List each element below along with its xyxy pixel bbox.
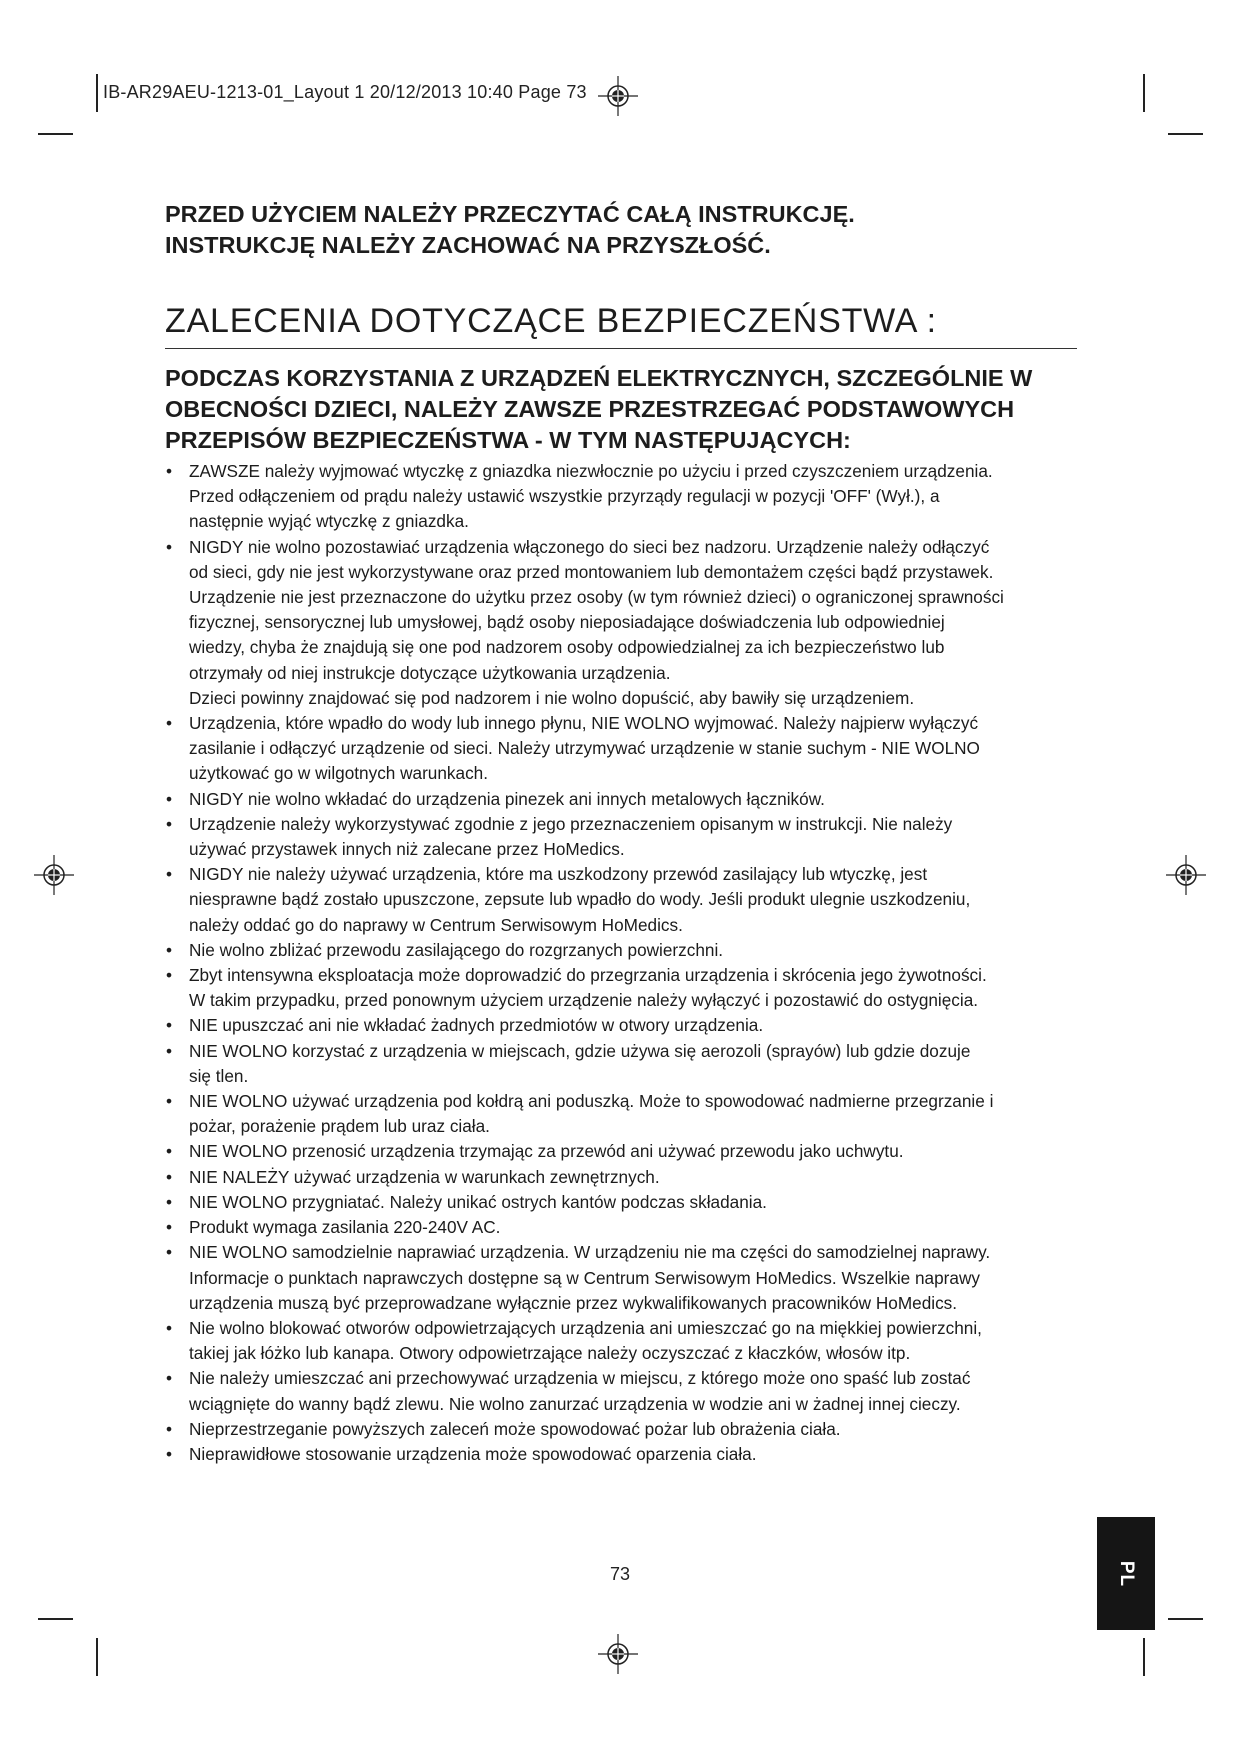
item-line: Urządzenie nie jest przeznaczone do użytku przez osoby (w tym również dzieci) o ograniczonej sprawności xyxy=(189,587,1004,608)
item-line: należy oddać go do naprawy w Centrum Serwisowym HoMedics. xyxy=(189,914,683,935)
item-line: otrzymały od niej instrukcje dotyczące użytkowania urządzenia. xyxy=(189,662,671,683)
item-line: od sieci, gdy nie jest wykorzystywane oraz przed montowaniem lub demontażem części bądź przystawek. xyxy=(189,561,994,582)
crop-mark xyxy=(1168,133,1203,135)
language-tab xyxy=(1097,1517,1155,1630)
item-line: • Nie należy umieszczać ani przechowywać urządzenia w miejscu, z którego może ono spaść lub zostać xyxy=(189,1368,971,1389)
item-line: Informacje o punktach naprawczych dostępne są w Centrum Serwisowym HoMedics. Wszelkie naprawy xyxy=(189,1267,980,1288)
list-item xyxy=(165,459,1115,535)
intro-heading xyxy=(165,199,1065,261)
item-line: • NIE WOLNO używać urządzenia pod kołdrą ani poduszką. Może to spowodować nadmierne przegrzanie i xyxy=(189,1091,994,1112)
list-item xyxy=(165,1190,1115,1215)
list-item xyxy=(165,1316,1115,1366)
crop-mark xyxy=(96,1638,98,1676)
item-line: • NIGDY nie wolno wkładać do urządzenia pinezek ani innych metalowych łączników. xyxy=(189,788,825,809)
list-item xyxy=(165,1039,1115,1089)
safety-list xyxy=(165,459,1115,1467)
crop-mark xyxy=(96,74,98,112)
item-line: • NIE WOLNO korzystać z urządzenia w miejscach, gdzie używa się aerozoli (sprayów) lub gdzie dozuje xyxy=(189,1040,971,1061)
list-item xyxy=(165,938,1115,963)
list-item xyxy=(165,1089,1115,1139)
registration-mark-icon xyxy=(598,76,638,116)
subheading-line: PRZEPISÓW BEZPIECZEŃSTWA - W TYM NASTĘPUJĄCYCH: xyxy=(165,427,851,453)
crop-mark xyxy=(1143,1638,1145,1676)
item-line: • ZAWSZE należy wyjmować wtyczkę z gniazdka niezwłocznie po użyciu i przed czyszczeniem urządzenia. xyxy=(189,461,993,481)
item-line: • NIGDY nie należy używać urządzenia, które ma uszkodzony przewód zasilający lub wtyczkę, jest xyxy=(189,864,928,885)
item-line: zasilanie i odłączyć urządzenie od sieci. Należy utrzymywać urządzenie w stanie suchym - NIE WOLNO xyxy=(189,738,980,759)
item-line: urządzenia muszą być przeprowadzane wyłącznie przez wykwalifikowanych pracowników HoMedics. xyxy=(189,1292,958,1313)
item-line: • NIE WOLNO samodzielnie naprawiać urządzenia. W urządzeniu nie ma części do samodzielnej naprawy. xyxy=(189,1242,991,1263)
item-line: • Nieprzestrzeganie powyższych zaleceń może spowodować pożar lub obrażenia ciała. xyxy=(189,1418,841,1439)
item-line: fizycznej, sensorycznej lub umysłowej, bądź osoby nieposiadające doświadczenia lub odpowiedniej xyxy=(189,612,945,633)
intro-line: PRZED UŻYCIEM NALEŻY PRZECZYTAĆ CAŁĄ INSTRUKCJĘ. xyxy=(165,201,855,227)
item-line: • Nie wolno zbliżać przewodu zasilającego do rozgrzanych powierzchni. xyxy=(189,939,724,960)
language-tab-label: PL xyxy=(1116,1560,1137,1587)
item-line: • Urządzenie należy wykorzystywać zgodnie z jego przeznaczeniem opisanym w instrukcji. Nie należy xyxy=(189,813,953,834)
subheading-line: OBECNOŚCI DZIECI, NALEŻY ZAWSZE PRZESTRZEGAĆ PODSTAWOWYCH xyxy=(165,396,1015,422)
crop-mark xyxy=(38,1618,73,1620)
item-line: się tlen. xyxy=(189,1065,249,1086)
item-line: • NIE NALEŻY używać urządzenia w warunkach zewnętrznych. xyxy=(189,1166,660,1187)
item-line: W takim przypadku, przed ponownym użyciem urządzenie należy wyłączyć i pozostawić do ostygnięcia. xyxy=(189,990,979,1011)
item-line: pożar, porażenie prądem lub uraz ciała. xyxy=(189,1116,490,1137)
list-item xyxy=(165,711,1115,787)
list-item xyxy=(165,1442,1115,1467)
list-item xyxy=(165,1139,1115,1164)
item-line: Dzieci powinny znajdować się pod nadzorem i nie wolno dopuścić, aby bawiły się urządzeniem. xyxy=(189,687,915,708)
subheading-line: PODCZAS KORZYSTANIA Z URZĄDZEŃ ELEKTRYCZNYCH, SZCZEGÓLNIE W xyxy=(165,365,1033,391)
item-line: użytkować go w wilgotnych warunkach. xyxy=(189,763,489,784)
item-line: używać przystawek innych niż zalecane przez HoMedics. xyxy=(189,839,625,860)
list-item xyxy=(165,812,1115,862)
item-line: • NIE WOLNO przygniatać. Należy unikać ostrych kantów podczas składania. xyxy=(189,1191,767,1212)
list-item xyxy=(165,1165,1115,1190)
item-line: • Zbyt intensywna eksploatacja może doprowadzić do przegrzania urządzenia i skrócenia jego żywotności. xyxy=(189,965,987,986)
crop-mark xyxy=(1143,74,1145,112)
item-line: wiedzy, chyba że znajdują się one pod nadzorem osoby odpowiedzialnej za ich bezpieczeństwo lub xyxy=(189,637,945,658)
item-line: • Nieprawidłowe stosowanie urządzenia może spowodować oparzenia ciała. xyxy=(189,1443,757,1464)
item-line: Przed odłączeniem od prądu należy ustawić wszystkie przyrządy regulacji w pozycji 'OFF' (Wył.), a xyxy=(189,486,940,507)
list-item xyxy=(165,1417,1115,1442)
list-item xyxy=(165,963,1115,1013)
item-line: takiej jak łóżko lub kanapa. Otwory odpowietrzające należy oczyszczać z kłaczków, włosów itp. xyxy=(189,1343,911,1364)
registration-mark-icon xyxy=(1166,855,1206,895)
intro-line: INSTRUKCJĘ NALEŻY ZACHOWAĆ NA PRZYSZŁOŚĆ. xyxy=(165,232,771,258)
item-line: • Urządzenia, które wpadło do wody lub innego płynu, NIE WOLNO wyjmować. Należy najpierw wyłączyć xyxy=(189,713,979,734)
subheading xyxy=(165,363,1085,456)
list-item xyxy=(165,1013,1115,1038)
page-number: 73 xyxy=(609,1564,631,1584)
registration-mark-icon xyxy=(34,855,74,895)
list-item xyxy=(165,1366,1115,1416)
list-item xyxy=(165,862,1115,938)
section-title: ZALECENIA DOTYCZĄCE BEZPIECZEŃSTWA : xyxy=(165,302,937,340)
list-item xyxy=(165,1240,1115,1316)
item-line: • Nie wolno blokować otworów odpowietrzających urządzenia ani umieszczać go na miękkiej powierzchni, xyxy=(189,1317,982,1338)
item-line: • NIE upuszczać ani nie wkładać żadnych przedmiotów w otwory urządzenia. xyxy=(189,1015,764,1036)
item-line: • Produkt wymaga zasilania 220-240V AC. xyxy=(189,1217,501,1238)
title-rule xyxy=(165,348,1077,349)
crop-mark xyxy=(1168,1618,1203,1620)
list-item xyxy=(165,1215,1115,1240)
item-line: niesprawne bądź zostało upuszczone, zepsute lub wpadło do wody. Jeśli produkt ulegnie uszkodzeniu, xyxy=(189,889,971,910)
crop-mark xyxy=(38,133,73,135)
list-item xyxy=(165,787,1115,812)
item-line: wciągnięte do wanny bądź zlewu. Nie wolno zanurzać urządzenia w wodzie ani w żadnej innej cieczy. xyxy=(189,1393,961,1414)
item-line: • NIGDY nie wolno pozostawiać urządzenia włączonego do sieci bez nadzoru. Urządzenie należy odłączyć xyxy=(189,536,990,557)
slug-line: IB-AR29AEU-1213-01_Layout 1 20/12/2013 10:40 Page 73 xyxy=(103,82,587,102)
item-line: następnie wyjąć wtyczkę z gniazdka. xyxy=(189,511,469,532)
list-item xyxy=(165,535,1115,711)
item-line: • NIE WOLNO przenosić urządzenia trzymając za przewód ani używać przewodu jako uchwytu. xyxy=(189,1141,904,1162)
registration-mark-icon xyxy=(598,1634,638,1674)
